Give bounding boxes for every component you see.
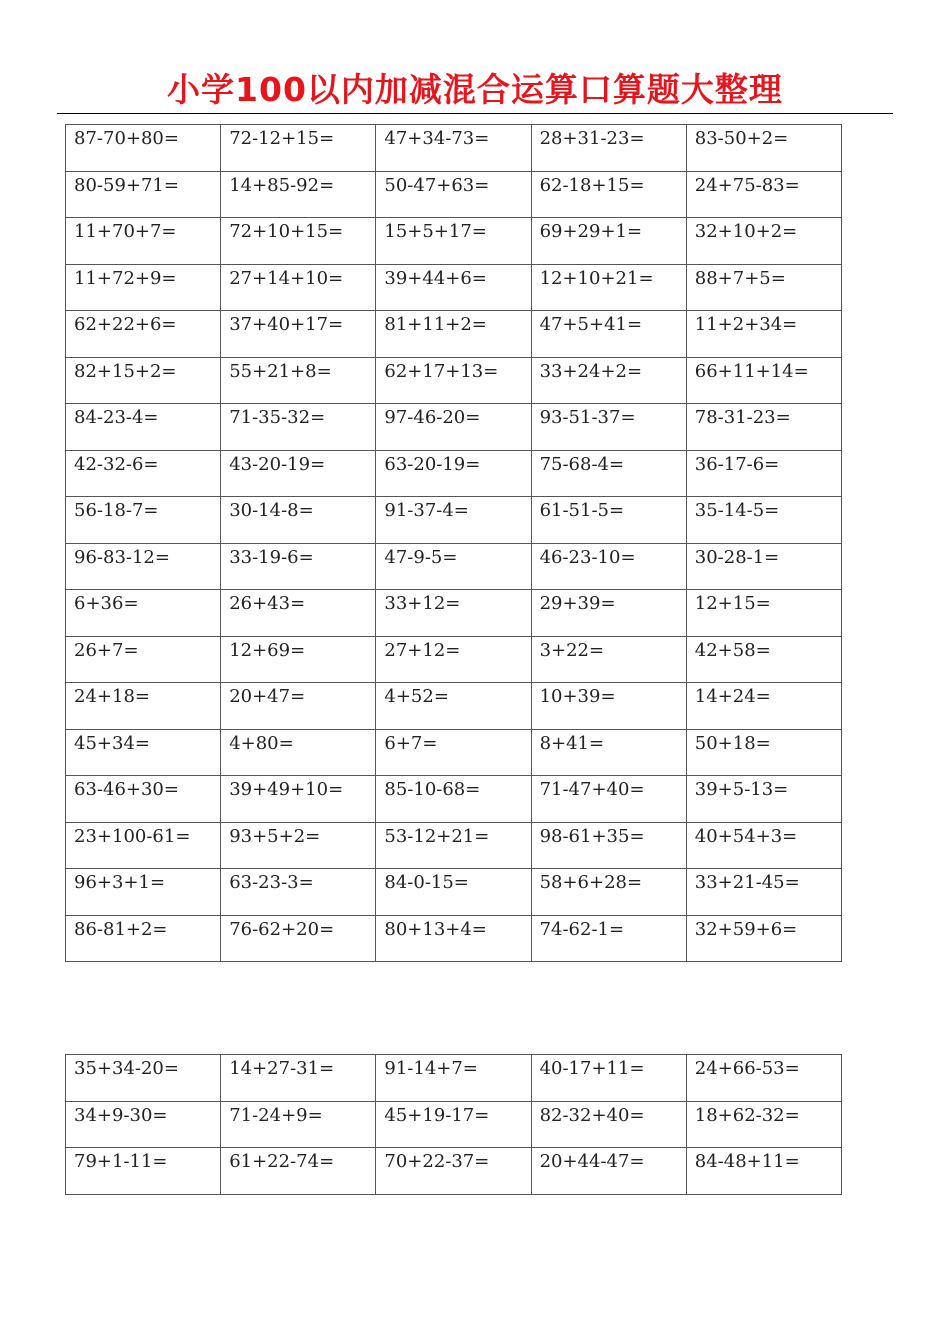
arithmetic-problem: 24+75-83= bbox=[694, 174, 800, 196]
problem-cell bbox=[686, 869, 841, 916]
problem-cell bbox=[66, 869, 221, 916]
problem-cell bbox=[686, 1101, 841, 1148]
problem-table-1 bbox=[65, 124, 842, 962]
arithmetic-problem: 3+22= bbox=[539, 639, 605, 661]
table-row bbox=[66, 590, 842, 637]
problem-cell bbox=[376, 450, 531, 497]
problem-cell bbox=[221, 125, 376, 172]
problem-cell bbox=[66, 357, 221, 404]
problem-cell bbox=[531, 590, 686, 637]
problem-cell bbox=[686, 590, 841, 637]
problem-cell bbox=[686, 450, 841, 497]
arithmetic-problem: 91-14+7= bbox=[384, 1058, 478, 1079]
problem-cell bbox=[221, 311, 376, 358]
problem-cell bbox=[66, 1055, 221, 1102]
arithmetic-problem: 71-47+40= bbox=[539, 779, 645, 800]
problem-cell bbox=[66, 404, 221, 451]
arithmetic-problem: 72-12+15= bbox=[229, 128, 335, 149]
problem-cell bbox=[686, 264, 841, 311]
problem-cell bbox=[376, 218, 531, 265]
table-row bbox=[66, 264, 842, 311]
problem-cell bbox=[221, 683, 376, 730]
arithmetic-problem: 91-37-4= bbox=[384, 500, 469, 521]
problem-cell bbox=[221, 171, 376, 218]
arithmetic-problem: 46-23-10= bbox=[539, 546, 636, 568]
problem-cell bbox=[531, 357, 686, 404]
table-row bbox=[66, 776, 842, 823]
arithmetic-problem: 6+7= bbox=[384, 732, 438, 754]
problem-cell bbox=[686, 683, 841, 730]
arithmetic-problem: 20+44-47= bbox=[539, 1151, 645, 1172]
arithmetic-problem: 62+22+6= bbox=[74, 314, 177, 335]
table-row bbox=[66, 543, 842, 590]
problem-cell bbox=[221, 357, 376, 404]
arithmetic-problem: 66+11+14= bbox=[694, 360, 809, 382]
problem-cell bbox=[686, 915, 841, 962]
problem-cell bbox=[686, 1148, 841, 1195]
arithmetic-problem: 79+1-11= bbox=[74, 1151, 168, 1172]
arithmetic-problem: 63-20-19= bbox=[384, 453, 481, 475]
problem-cell bbox=[221, 822, 376, 869]
arithmetic-problem: 84-48+11= bbox=[694, 1151, 800, 1172]
arithmetic-problem: 87-70+80= bbox=[74, 128, 179, 149]
problem-cell bbox=[686, 404, 841, 451]
problem-cell bbox=[686, 729, 841, 776]
arithmetic-problem: 33-19-6= bbox=[229, 546, 314, 568]
problem-cell bbox=[686, 171, 841, 218]
arithmetic-problem: 12+10+21= bbox=[539, 267, 654, 289]
title-underline bbox=[57, 113, 893, 114]
arithmetic-problem: 50-47+63= bbox=[384, 174, 490, 196]
arithmetic-problem: 53-12+21= bbox=[384, 825, 490, 847]
problem-cell bbox=[66, 776, 221, 823]
table-row bbox=[66, 729, 842, 776]
table-row bbox=[66, 915, 842, 962]
arithmetic-problem: 45+19-17= bbox=[384, 1104, 490, 1126]
table-row bbox=[66, 357, 842, 404]
problem-cell bbox=[376, 125, 531, 172]
problem-cell bbox=[376, 543, 531, 590]
problem-cell bbox=[66, 1148, 221, 1195]
problem-cell bbox=[376, 497, 531, 544]
arithmetic-problem: 84-23-4= bbox=[74, 407, 159, 428]
problem-cell bbox=[376, 683, 531, 730]
arithmetic-problem: 14+85-92= bbox=[229, 174, 335, 196]
arithmetic-problem: 27+14+10= bbox=[229, 267, 344, 289]
problem-cell bbox=[66, 171, 221, 218]
arithmetic-problem: 84-0-15= bbox=[384, 872, 469, 893]
table-row bbox=[66, 636, 842, 683]
arithmetic-problem: 15+5+17= bbox=[384, 221, 487, 242]
arithmetic-problem: 83-50+2= bbox=[694, 128, 789, 149]
arithmetic-problem: 11+2+34= bbox=[694, 314, 798, 335]
arithmetic-problem: 18+62-32= bbox=[694, 1104, 800, 1126]
problem-cell bbox=[531, 729, 686, 776]
arithmetic-problem: 39+49+10= bbox=[229, 779, 344, 800]
problem-cell bbox=[531, 171, 686, 218]
problem-cell bbox=[531, 450, 686, 497]
arithmetic-problem: 88+7+5= bbox=[694, 267, 786, 289]
arithmetic-problem: 93-51-37= bbox=[539, 407, 636, 428]
problem-cell bbox=[376, 869, 531, 916]
arithmetic-problem: 56-18-7= bbox=[74, 500, 159, 521]
problem-cell bbox=[376, 1148, 531, 1195]
arithmetic-problem: 71-24+9= bbox=[229, 1104, 323, 1126]
problem-cell bbox=[66, 590, 221, 637]
arithmetic-problem: 78-31-23= bbox=[694, 407, 791, 428]
problem-cell bbox=[686, 218, 841, 265]
arithmetic-problem: 62+17+13= bbox=[384, 360, 499, 382]
arithmetic-problem: 69+29+1= bbox=[539, 221, 643, 242]
arithmetic-problem: 50+18= bbox=[694, 732, 771, 754]
problem-cell bbox=[531, 636, 686, 683]
arithmetic-problem: 35-14-5= bbox=[694, 500, 780, 521]
problem-cell bbox=[221, 543, 376, 590]
arithmetic-problem: 75-68-4= bbox=[539, 453, 625, 475]
problem-cell bbox=[66, 497, 221, 544]
table-row bbox=[66, 404, 842, 451]
problem-cell bbox=[66, 450, 221, 497]
arithmetic-problem: 82-32+40= bbox=[539, 1104, 645, 1126]
arithmetic-problem: 14+27-31= bbox=[229, 1058, 335, 1079]
problem-cell bbox=[66, 915, 221, 962]
arithmetic-problem: 36-17-6= bbox=[694, 453, 780, 475]
problem-cell bbox=[686, 497, 841, 544]
arithmetic-problem: 61-51-5= bbox=[539, 500, 625, 521]
problem-cell bbox=[686, 776, 841, 823]
problem-cell bbox=[376, 822, 531, 869]
arithmetic-problem: 23+100-61= bbox=[74, 825, 191, 847]
arithmetic-problem: 37+40+17= bbox=[229, 314, 344, 335]
table-row bbox=[66, 311, 842, 358]
arithmetic-problem: 20+47= bbox=[229, 686, 306, 707]
problem-cell bbox=[531, 218, 686, 265]
arithmetic-problem: 63-46+30= bbox=[74, 779, 179, 800]
problem-cell bbox=[66, 636, 221, 683]
problem-cell bbox=[221, 915, 376, 962]
arithmetic-problem: 32+59+6= bbox=[694, 918, 798, 940]
arithmetic-problem: 33+24+2= bbox=[539, 360, 643, 382]
table-row bbox=[66, 497, 842, 544]
arithmetic-problem: 33+21-45= bbox=[694, 872, 800, 893]
problem-cell bbox=[376, 776, 531, 823]
arithmetic-problem: 39+5-13= bbox=[694, 779, 789, 800]
arithmetic-problem: 76-62+20= bbox=[229, 918, 335, 940]
arithmetic-problem: 96+3+1= bbox=[74, 872, 166, 893]
arithmetic-problem: 40+54+3= bbox=[694, 825, 798, 847]
arithmetic-problem: 40-17+11= bbox=[539, 1058, 645, 1079]
arithmetic-problem: 86-81+2= bbox=[74, 918, 168, 940]
arithmetic-problem: 12+15= bbox=[694, 593, 771, 614]
problem-cell bbox=[66, 729, 221, 776]
arithmetic-problem: 24+18= bbox=[74, 686, 150, 707]
problem-cell bbox=[686, 822, 841, 869]
arithmetic-problem: 96-83-12= bbox=[74, 546, 170, 568]
arithmetic-problem: 81+11+2= bbox=[384, 314, 487, 335]
arithmetic-problem: 42-32-6= bbox=[74, 453, 159, 475]
problem-cell bbox=[531, 497, 686, 544]
arithmetic-problem: 35+34-20= bbox=[74, 1058, 179, 1079]
arithmetic-problem: 33+12= bbox=[384, 593, 461, 614]
problem-cell bbox=[376, 636, 531, 683]
arithmetic-problem: 70+22-37= bbox=[384, 1151, 490, 1172]
problem-cell bbox=[66, 218, 221, 265]
problem-cell bbox=[376, 171, 531, 218]
arithmetic-problem: 28+31-23= bbox=[539, 128, 645, 149]
arithmetic-problem: 97-46-20= bbox=[384, 407, 481, 428]
table-row bbox=[66, 822, 842, 869]
table-row bbox=[66, 1148, 842, 1195]
problem-cell bbox=[531, 404, 686, 451]
problem-cell bbox=[221, 450, 376, 497]
arithmetic-problem: 11+70+7= bbox=[74, 221, 177, 242]
problem-cell bbox=[66, 125, 221, 172]
arithmetic-problem: 34+9-30= bbox=[74, 1104, 168, 1126]
problem-cell bbox=[376, 1101, 531, 1148]
problem-cell bbox=[66, 543, 221, 590]
arithmetic-problem: 27+12= bbox=[384, 639, 461, 661]
problem-cell bbox=[221, 869, 376, 916]
problem-cell bbox=[686, 543, 841, 590]
problem-cell bbox=[66, 1101, 221, 1148]
problem-cell bbox=[221, 1055, 376, 1102]
problem-cell bbox=[376, 264, 531, 311]
arithmetic-problem: 85-10-68= bbox=[384, 779, 481, 800]
problem-cell bbox=[686, 357, 841, 404]
problem-cell bbox=[66, 311, 221, 358]
problem-cell bbox=[221, 218, 376, 265]
arithmetic-problem: 47+5+41= bbox=[539, 314, 643, 335]
arithmetic-problem: 39+44+6= bbox=[384, 267, 487, 289]
arithmetic-problem: 30-14-8= bbox=[229, 500, 314, 521]
arithmetic-problem: 4+80= bbox=[229, 732, 294, 754]
problem-cell bbox=[221, 729, 376, 776]
problem-cell bbox=[66, 264, 221, 311]
arithmetic-problem: 26+43= bbox=[229, 593, 306, 614]
problem-cell bbox=[531, 264, 686, 311]
problem-cell bbox=[376, 357, 531, 404]
problem-cell bbox=[221, 1101, 376, 1148]
problem-cell bbox=[66, 822, 221, 869]
table-row bbox=[66, 125, 842, 172]
arithmetic-problem: 72+10+15= bbox=[229, 221, 344, 242]
problem-cell bbox=[686, 636, 841, 683]
problem-cell bbox=[221, 636, 376, 683]
arithmetic-problem: 74-62-1= bbox=[539, 918, 625, 940]
problem-cell bbox=[531, 125, 686, 172]
problem-cell bbox=[531, 1101, 686, 1148]
arithmetic-problem: 61+22-74= bbox=[229, 1151, 335, 1172]
arithmetic-problem: 24+66-53= bbox=[694, 1058, 800, 1079]
problem-cell bbox=[531, 1148, 686, 1195]
arithmetic-problem: 6+36= bbox=[74, 593, 139, 614]
arithmetic-problem: 62-18+15= bbox=[539, 174, 645, 196]
problem-cell bbox=[531, 543, 686, 590]
table-row bbox=[66, 683, 842, 730]
arithmetic-problem: 93+5+2= bbox=[229, 825, 321, 847]
problem-cell bbox=[376, 590, 531, 637]
problem-cell bbox=[531, 915, 686, 962]
arithmetic-problem: 82+15+2= bbox=[74, 360, 177, 382]
problem-cell bbox=[686, 1055, 841, 1102]
arithmetic-problem: 11+72+9= bbox=[74, 267, 177, 289]
arithmetic-problem: 98-61+35= bbox=[539, 825, 645, 847]
table-row bbox=[66, 1055, 842, 1102]
table-row bbox=[66, 1101, 842, 1148]
arithmetic-problem: 71-35-32= bbox=[229, 407, 326, 428]
problem-cell bbox=[531, 1055, 686, 1102]
problem-cell bbox=[221, 776, 376, 823]
arithmetic-problem: 80+13+4= bbox=[384, 918, 487, 940]
problem-cell bbox=[376, 729, 531, 776]
problem-cell bbox=[686, 125, 841, 172]
arithmetic-problem: 63-23-3= bbox=[229, 872, 314, 893]
problem-cell bbox=[221, 497, 376, 544]
problem-cell bbox=[221, 590, 376, 637]
arithmetic-problem: 55+21+8= bbox=[229, 360, 332, 382]
arithmetic-problem: 58+6+28= bbox=[539, 872, 643, 893]
problem-cell bbox=[221, 264, 376, 311]
problem-cell bbox=[531, 776, 686, 823]
arithmetic-problem: 14+24= bbox=[694, 686, 771, 707]
arithmetic-problem: 45+34= bbox=[74, 732, 150, 754]
problem-cell bbox=[531, 311, 686, 358]
problem-cell bbox=[531, 683, 686, 730]
problem-cell bbox=[221, 404, 376, 451]
problem-cell bbox=[531, 869, 686, 916]
arithmetic-problem: 80-59+71= bbox=[74, 174, 179, 196]
arithmetic-problem: 12+69= bbox=[229, 639, 306, 661]
arithmetic-problem: 32+10+2= bbox=[694, 221, 798, 242]
page-title: 小学100以内加减混合运算口算题大整理 bbox=[167, 70, 783, 109]
problem-table-2 bbox=[65, 1054, 842, 1195]
problem-cell bbox=[376, 915, 531, 962]
problem-cell bbox=[221, 1148, 376, 1195]
arithmetic-problem: 43-20-19= bbox=[229, 453, 326, 475]
problem-cell bbox=[686, 311, 841, 358]
table-row bbox=[66, 869, 842, 916]
arithmetic-problem: 47-9-5= bbox=[384, 546, 458, 568]
arithmetic-problem: 8+41= bbox=[539, 732, 605, 754]
arithmetic-problem: 26+7= bbox=[74, 639, 139, 661]
arithmetic-problem: 4+52= bbox=[384, 686, 449, 707]
table-row bbox=[66, 218, 842, 265]
problem-cell bbox=[66, 683, 221, 730]
table-row bbox=[66, 450, 842, 497]
arithmetic-problem: 47+34-73= bbox=[384, 128, 490, 149]
arithmetic-problem: 42+58= bbox=[694, 639, 771, 661]
arithmetic-problem: 29+39= bbox=[539, 593, 616, 614]
arithmetic-problem: 10+39= bbox=[539, 686, 616, 707]
problem-cell bbox=[531, 822, 686, 869]
problem-cell bbox=[376, 311, 531, 358]
arithmetic-problem: 30-28-1= bbox=[694, 546, 780, 568]
problem-cell bbox=[376, 404, 531, 451]
table-row bbox=[66, 171, 842, 218]
problem-cell bbox=[376, 1055, 531, 1102]
